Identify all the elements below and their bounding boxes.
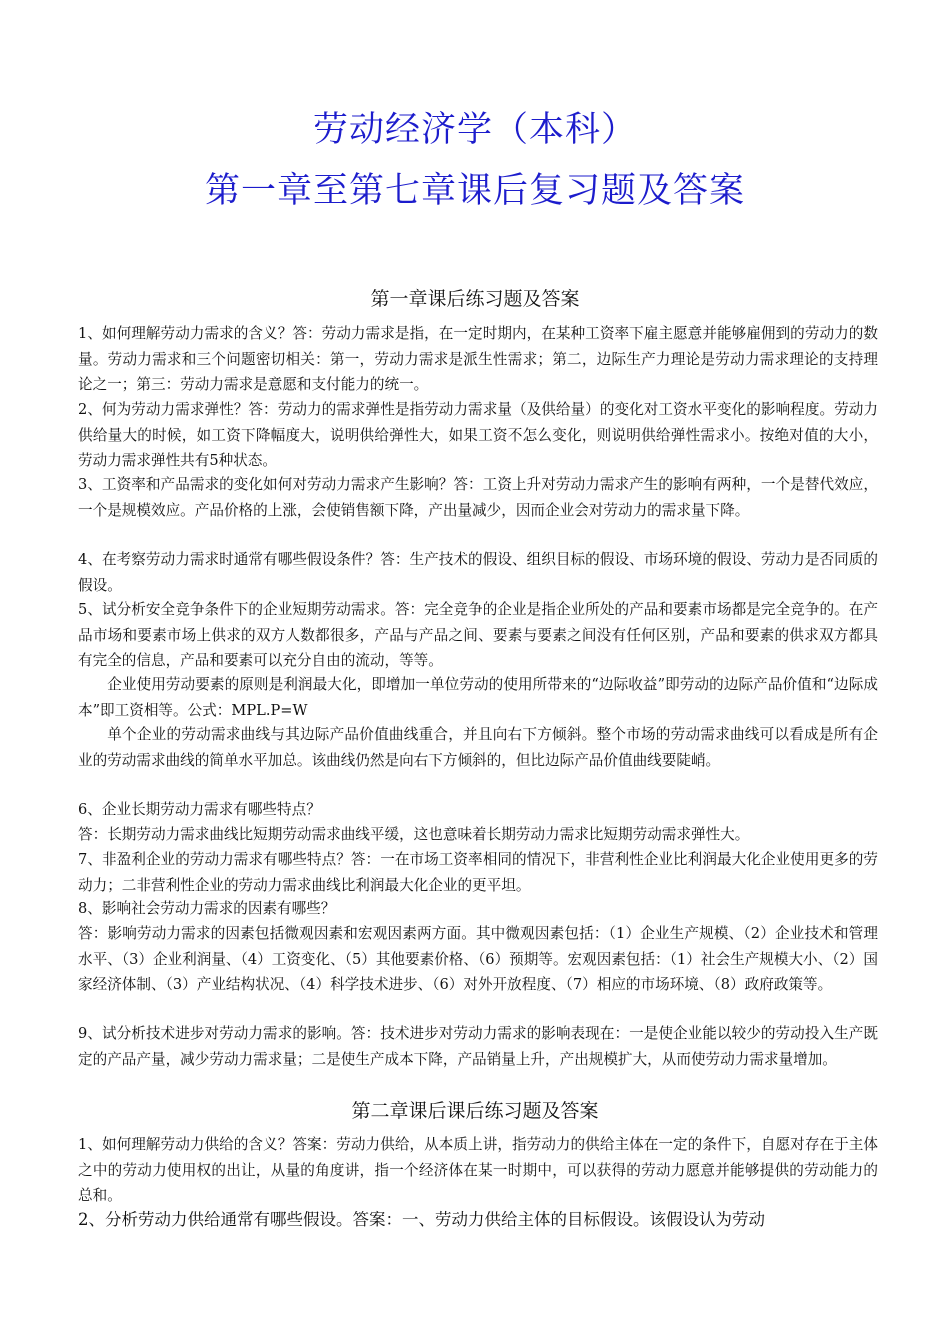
chapter1-question-5: 5、试分析安全竞争条件下的企业短期劳动需求。答：完全竞争的企业是指企业所处的产品和要素市场都是完全竞争的。在产品市场和要素市场上供求的双方人数都很多，产品与产品之间、要素与要素之间没有任何区别，产品和要素的供求双方都具有完全的信息，产品和要素可以充分自由的流动，等等。 [78,601,878,670]
chapter2-heading: 第二章课后课后练习题及答案 [351,1100,599,1122]
chapter1-question-8: 8、影响社会劳动力需求的因素有哪些？ [78,900,336,917]
chapter2-question-1: 1、如何理解劳动力供给的含义？答案：劳动力供给，从本质上讲，指劳动力的供给主体在一定的条件下，自愿对存在于主体之中的劳动力使用权的出让，从量的角度讲，指一个经济体在某一时期中，可以获得的劳动力愿意并能够提供的劳动能力的总和。 [78,1136,878,1205]
chapter1-question-9: 9、试分析技术进步对劳动力需求的影响。答：技术进步对劳动力需求的影响表现在：一是使企业能以较少的劳动投入生产既定的产品产量，减少劳动力需求量；二是使生产成本下降，产品销量上升，产出规模扩大，从而使劳动力需求量增加。 [78,1025,878,1068]
chapter1-question-6: 6、企业长期劳动力需求有哪些特点？ [78,801,321,818]
chapter1-question-7: 7、非盈利企业的劳动力需求有哪些特点？答：一在市场工资率相同的情况下，非营利性企业比利润最大化企业使用更多的劳动力；二非营利性企业的劳动力需求曲线比利润最大化企业的更平坦。 [78,851,878,894]
chapter2-question-2: 2、分析劳动力供给通常有哪些假设。答案：一、劳动力供给主体的目标假设。该假设认为劳动 [78,1210,765,1229]
chapter1-answer-6: 答：长期劳动力需求曲线比短期劳动需求曲线平缓，这也意味着长期劳动力需求比短期劳动需求弹性大。 [78,826,750,843]
document-title: 劳动经济学（本科） [312,110,637,150]
chapter1-question-1: 1、如何理解劳动力需求的含义？答：劳动力需求是指，在一定时期内，在某种工资率下雇主愿意并能够雇佣到的劳动力的数量。劳动力需求和三个问题密切相关：第一，劳动力需求是派生性需求；第二，边际生产力理论是劳动力需求理论的支持理论之一；第三：劳动力需求是意愿和支付能力的统一。 [78,325,878,394]
chapter1-question-3: 3、工资率和产品需求的变化如何对劳动力需求产生影响？答：工资上升对劳动力需求产生的影响有两种，一个是替代效应，一个是规模效应。产品价格的上涨，会使销售额下降，产出量减少，因而企业会对劳动力的需求量下降。 [78,476,878,519]
chapter1-heading: 第一章课后练习题及答案 [370,288,580,310]
chapter1-question-2: 2、何为劳动力需求弹性？答：劳动力的需求弹性是指劳动力需求量（及供给量）的变化对工资水平变化的影响程度。劳动力供给量大的时候，如工资下降幅度大，说明供给弹性大，如果工资不怎么变化，则说明供给弹性需求小。按绝对值的大小，劳动力需求弹性共有5种状态。 [78,401,878,470]
chapter1-question-5-paragraph-3: 单个企业的劳动需求曲线与其边际产品价值曲线重合，并且向右下方倾斜。整个市场的劳动需求曲线可以看成是所有企业的劳动需求曲线的简单水平加总。该曲线仍然是向右下方倾斜的，但比边际产品价值曲线要陡峭。 [78,726,878,769]
chapter1-question-5-paragraph-2: 企业使用劳动要素的原则是利润最大化，即增加一单位劳动的使用所带来的“边际收益”即劳动的边际产品价值和“边际成本”即工资相等。公式：MPL.P=W [78,676,878,719]
chapter1-question-4: 4、在考察劳动力需求时通常有哪些假设条件？答：生产技术的假设、组织目标的假设、市场环境的假设、劳动力是否同质的假设。 [78,551,878,594]
chapter1-answer-8: 答：影响劳动力需求的因素包括微观因素和宏观因素两方面。其中微观因素包括：（1）企业生产规模、（2）企业技术和管理水平、（3）企业利润量、（4）工资变化、（5）其他要素价格、（6）预期等。宏观因素包括：（1）社会生产规模大小、（2）国家经济体制、（3）产业结构状况、（4）科学技术进步、（6）对外开放程度、（7）相应的市场环境、（8）政府政策等。 [78,925,878,994]
document-subtitle: 第一章至第七章课后复习题及答案 [204,171,745,211]
